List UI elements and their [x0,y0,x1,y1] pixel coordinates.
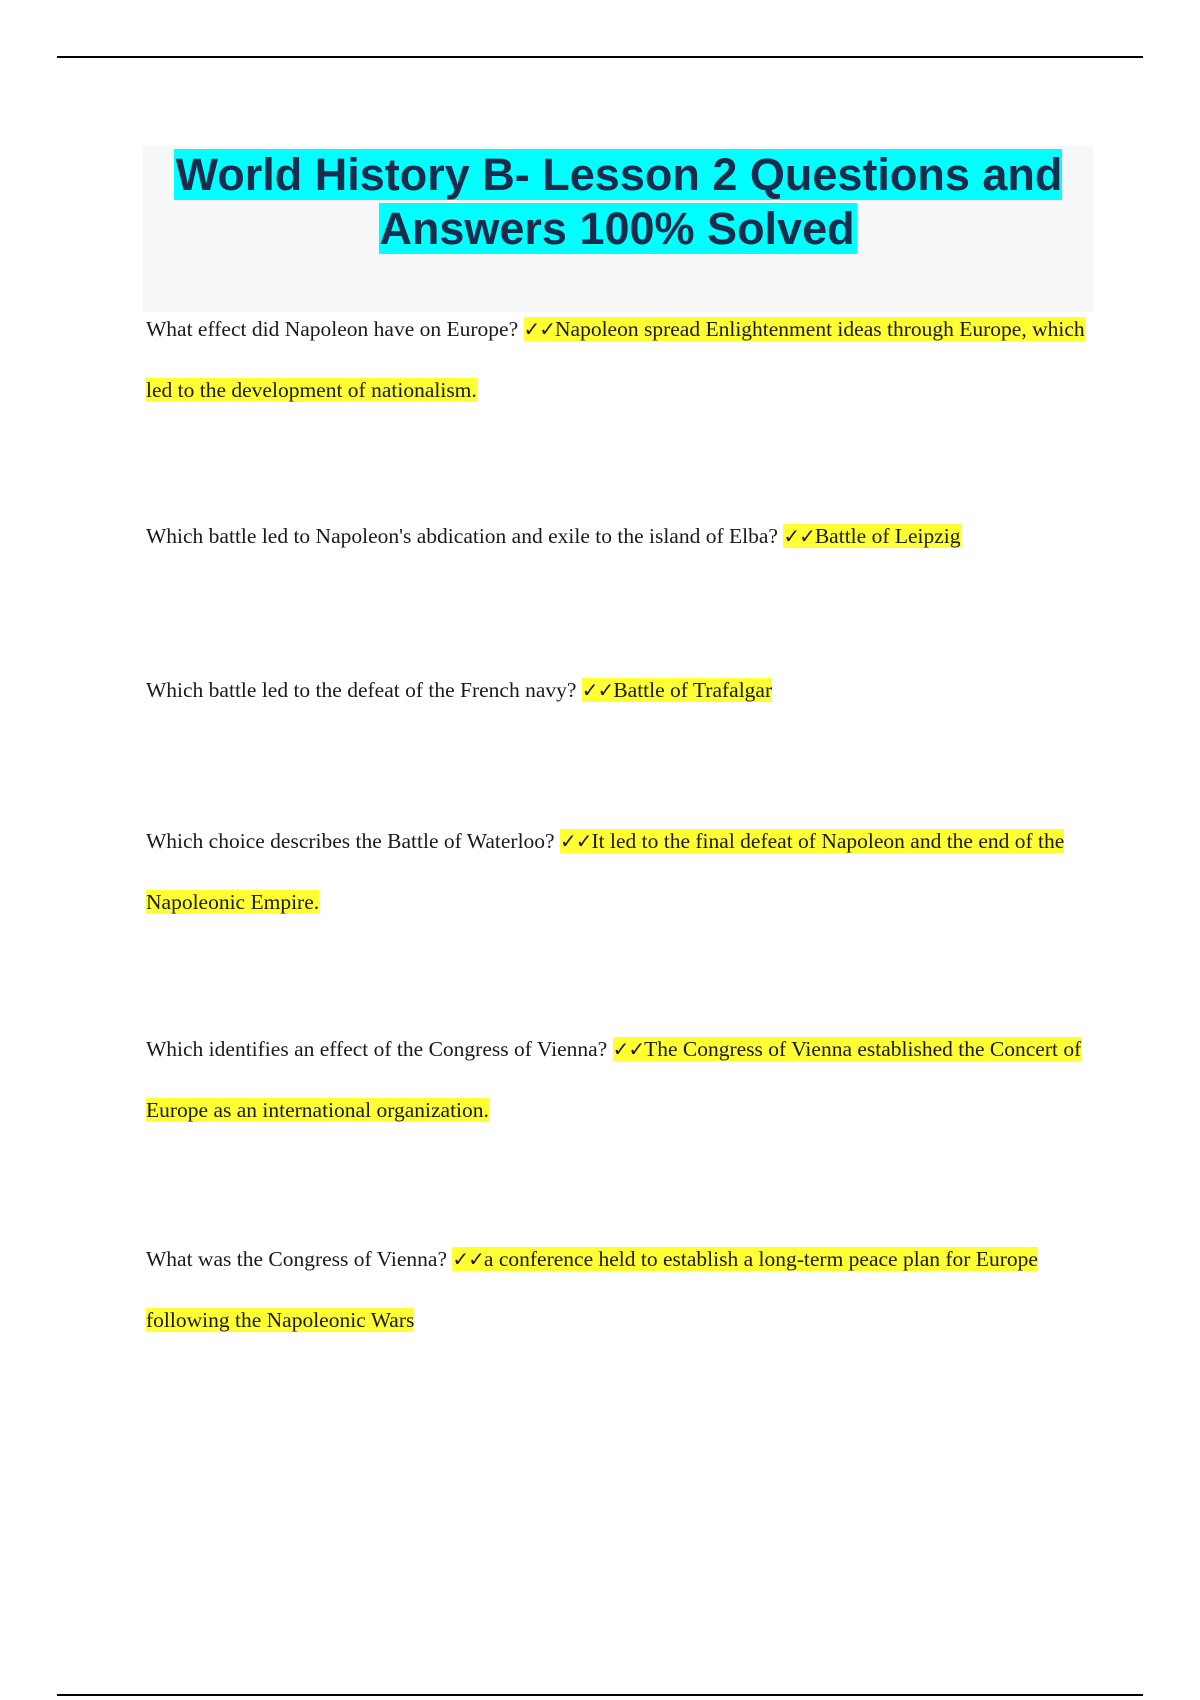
question-1: What effect did Napoleon have on Europe? [146,317,524,341]
answer-2 [783,524,960,548]
top-rule [57,56,1143,58]
answer-6-text: a conference held to establish a long-term peace plan for Europe following the Napoleonic Wars [146,1247,1038,1332]
qa-item-3 [146,660,1086,721]
question-6: What was the Congress of Vienna? [146,1247,453,1271]
answer-3 [582,678,772,702]
qa-item-5 [146,1019,1086,1141]
qa-item-2 [146,506,1086,567]
question-4: Which choice describes the Battle of Waterloo? [146,829,560,853]
question-5: Which identifies an effect of the Congress of Vienna? [146,1037,613,1061]
qa-item-1 [146,299,1086,421]
qa-item-6 [146,1229,1086,1351]
question-2: Which battle led to Napoleon's abdication and exile to the island of Elba? [146,524,784,548]
check-mark-icon: ✓✓ [452,1247,484,1271]
check-mark-icon: ✓✓ [783,524,815,548]
answer-2-text: Battle of Leipzig [814,524,961,548]
bottom-rule [57,1694,1143,1696]
title-box [143,146,1093,312]
check-mark-icon: ✓✓ [581,678,614,702]
answer-4-text: It led to the final defeat of Napoleon and the end of the Napoleonic Empire. [146,829,1065,914]
question-3: Which battle led to the defeat of the French navy? [146,678,582,702]
document-title-text: World History B- Lesson 2 Questions and Answers 100% Solved [175,149,1063,254]
answer-3-text: Battle of Trafalgar [613,678,773,702]
document-title [143,148,1093,256]
answer-5-text: The Congress of Vienna established the Concert of Europe as an international organization. [146,1037,1082,1122]
check-mark-icon: ✓✓ [559,829,592,853]
check-mark-icon: ✓✓ [612,1037,645,1061]
qa-item-4 [146,811,1086,933]
check-mark-icon: ✓✓ [523,317,556,341]
answer-1-text: Napoleon spread Enlightenment ideas through Europe, which led to the development of nationalism. [146,317,1085,402]
